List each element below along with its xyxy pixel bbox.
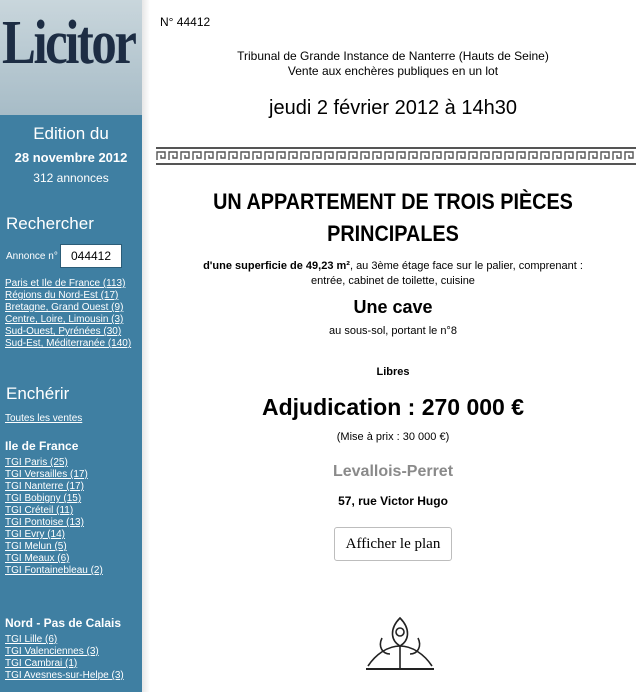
bid-heading: Enchérir bbox=[6, 384, 70, 403]
all-sales-link[interactable]: Toutes les ventes bbox=[5, 413, 83, 424]
search-heading: Rechercher bbox=[6, 214, 94, 233]
search-input[interactable] bbox=[60, 244, 122, 268]
ad-number: N° 44412 bbox=[160, 15, 211, 29]
starting-price: (Mise à prix : 30 000 €) bbox=[336, 431, 450, 443]
region-link-nord-est[interactable]: Régions du Nord-Est (17) bbox=[5, 290, 119, 301]
court-link[interactable]: TGI Valenciennes (3) bbox=[5, 646, 99, 657]
court-link[interactable]: TGI Versailles (17) bbox=[5, 469, 88, 480]
show-map-button[interactable]: Afficher le plan bbox=[334, 527, 452, 561]
sidebar bbox=[0, 0, 142, 692]
nord-court-list bbox=[5, 634, 124, 682]
sidebar-shadow bbox=[142, 0, 150, 692]
occupancy-status: Libres bbox=[376, 366, 410, 378]
court-link[interactable]: TGI Avesnes-sur-Helpe (3) bbox=[5, 670, 124, 681]
surface-area: d'une superficie de 49,23 m² bbox=[203, 260, 350, 272]
sale-date: jeudi 2 février 2012 à 14h30 bbox=[269, 97, 517, 119]
court-link[interactable]: TGI Fontainebleau (2) bbox=[5, 565, 103, 576]
sale-type: Vente aux enchères publiques en un lot bbox=[287, 64, 499, 78]
court-link[interactable]: TGI Meaux (6) bbox=[5, 553, 70, 564]
region-list bbox=[5, 278, 131, 350]
court-link[interactable]: TGI Evry (14) bbox=[5, 529, 66, 540]
region-link-bretagne[interactable]: Bretagne, Grand Ouest (9) bbox=[5, 302, 124, 313]
ornament-icon bbox=[360, 610, 440, 680]
city-name: Levallois-Perret bbox=[332, 463, 454, 480]
region-link-paris[interactable]: Paris et Ile de France (113) bbox=[5, 278, 126, 289]
region-link-centre[interactable]: Centre, Loire, Limousin (3) bbox=[5, 314, 124, 325]
region-link-sud-est[interactable]: Sud-Est, Méditerranée (140) bbox=[5, 338, 132, 349]
court-link[interactable]: TGI Lille (6) bbox=[5, 634, 58, 645]
rooms-description: entrée, cabinet de toilette, cuisine bbox=[311, 275, 475, 287]
greek-key-frieze-icon bbox=[156, 147, 636, 165]
listing-description bbox=[150, 259, 636, 289]
licitor-logo[interactable] bbox=[0, 0, 142, 115]
logo-text: Licitor bbox=[2, 9, 135, 77]
listing-title-line: PRINCIPALES bbox=[327, 221, 459, 246]
court-info bbox=[150, 49, 636, 79]
edition-label: Edition du bbox=[33, 124, 109, 143]
court-link[interactable]: TGI Melun (5) bbox=[5, 541, 67, 552]
idf-court-list bbox=[5, 457, 103, 577]
court-link[interactable]: TGI Bobigny (15) bbox=[5, 493, 82, 504]
search-label: Annonce n° bbox=[6, 251, 58, 262]
court-link[interactable]: TGI Créteil (11) bbox=[5, 505, 74, 516]
adjudication-price: Adjudication : 270 000 € bbox=[261, 394, 525, 420]
court-link[interactable]: TGI Paris (25) bbox=[5, 457, 68, 468]
listing-panel bbox=[150, 0, 636, 692]
cave-description: au sous-sol, portant le n°8 bbox=[329, 325, 457, 337]
street-address: 57, rue Victor Hugo bbox=[338, 494, 448, 508]
court-link[interactable]: TGI Nanterre (17) bbox=[5, 481, 84, 492]
court-link[interactable]: TGI Cambrai (1) bbox=[5, 658, 78, 669]
region-link-sud-ouest[interactable]: Sud-Ouest, Pyrénées (30) bbox=[5, 326, 122, 337]
edition-date: 28 novembre 2012 bbox=[14, 150, 128, 165]
listing-title bbox=[174, 186, 611, 250]
nord-group-title: Nord - Pas de Calais bbox=[5, 616, 122, 630]
cave-title: Une cave bbox=[353, 297, 433, 317]
description-rest: , au 3ème étage face sur le palier, comprenant : bbox=[349, 260, 583, 272]
edition-count: 312 annonces bbox=[33, 171, 109, 185]
idf-group-title: Ile de France bbox=[5, 439, 79, 453]
court-link[interactable]: TGI Pontoise (13) bbox=[5, 517, 84, 528]
listing-title-line: UN APPARTEMENT DE TROIS PIÈCES bbox=[213, 189, 573, 214]
court-name: Tribunal de Grande Instance de Nanterre (Hauts de Seine) bbox=[237, 49, 549, 63]
